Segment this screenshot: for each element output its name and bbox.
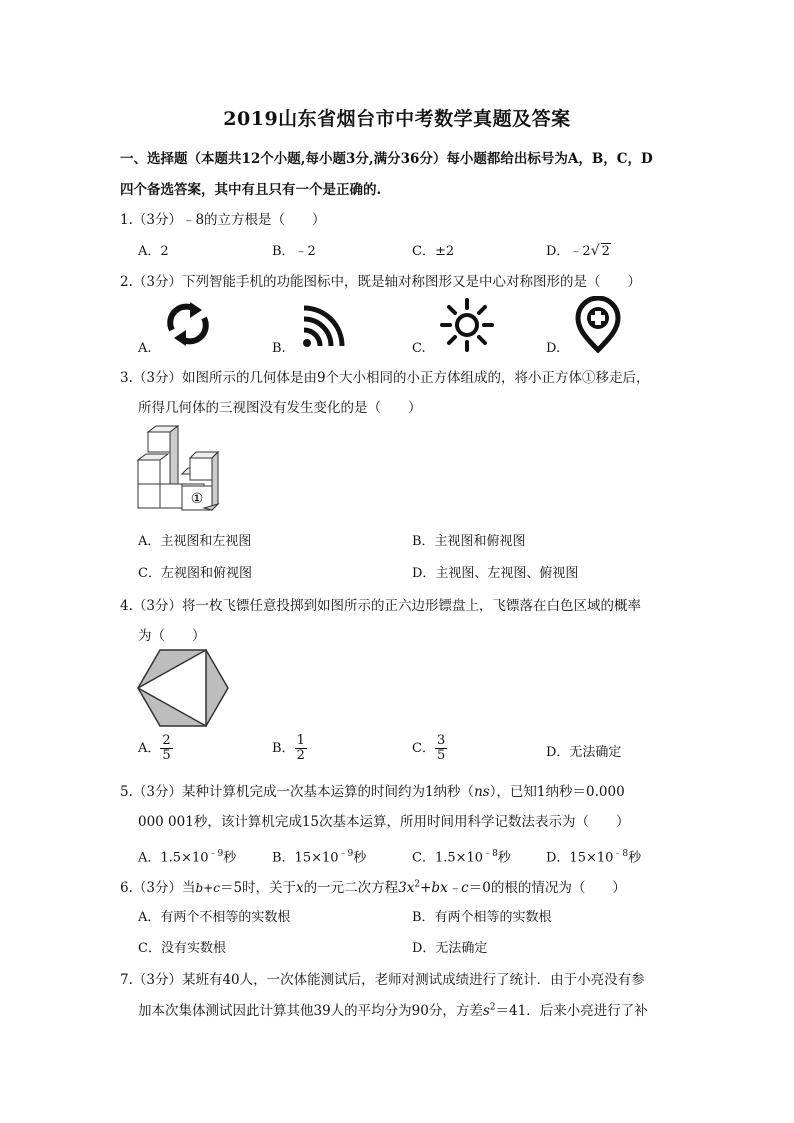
q1-option-b: B．﹣2 (272, 244, 316, 259)
q2-option-c: C. (412, 341, 426, 356)
q7-line2-part2: ＝41．后来小亮进行了补 (495, 1003, 648, 1019)
section-heading-line2: 四个备选答案，其中有且只有一个是正确的. (120, 182, 382, 198)
sun-icon (440, 298, 494, 352)
q5-b-unit: 秒 (353, 850, 367, 866)
q1-option-d: D．﹣2√ 2 (546, 243, 610, 259)
q6-equation-part1: 3x (398, 880, 415, 896)
q2-option-a: A. (138, 341, 152, 356)
q4-option-b-label: B． (272, 741, 295, 756)
q3-option-b: B．主视图和俯视图 (412, 534, 526, 549)
q5-stem-line1 (120, 780, 625, 800)
q4-option-c-fraction (435, 734, 447, 763)
q5-a-exponent: ﹣9 (208, 849, 224, 859)
q4-stem-line1: 4.（3分）将一枚飞镖任意投掷到如图所示的正六边形镖盘上，飞镖落在白色区域的概率 (120, 598, 641, 614)
q1-option-a: A．2 (138, 244, 169, 259)
q6-option-b: B．有两个相等的实数根 (412, 910, 552, 925)
q5-c-unit: 秒 (497, 850, 511, 866)
section-heading-line1: 一、选择题（本题共12个小题,每小题3分,满分36分）每小题都给出标号为A，B，C，D (120, 151, 653, 167)
q6-condition: b+c (195, 881, 220, 895)
q5-option-c (412, 846, 511, 865)
q7-variance-symbol: s (482, 1003, 490, 1019)
q6-stem-part1: 6.（3分）当 (120, 880, 196, 896)
q4-option-a-label: A． (138, 741, 161, 756)
q6-stem-part2: ＝5时，关于 (219, 880, 297, 896)
q4-option-a (138, 734, 173, 763)
location-plus-icon (574, 296, 622, 354)
cube-marker-label: ① (190, 491, 204, 507)
q3-option-a: A．主视图和左视图 (138, 534, 252, 549)
q5-option-b (272, 846, 366, 865)
q5-b-exponent: ﹣9 (338, 849, 354, 859)
q5-stem-part2: ），已知1纳秒＝0.000 (489, 784, 625, 800)
q5-d-unit: 秒 (628, 850, 642, 866)
q4-a-numerator: 2 (162, 733, 171, 748)
q6-equation-part2: +bx﹣c (420, 880, 469, 896)
q5-b-base: B．15×10 (272, 850, 339, 866)
q5-a-base: A．1.5×10 (138, 850, 209, 866)
q6-variable: x (296, 880, 304, 896)
q7-variance-exponent: 2 (489, 1002, 496, 1013)
q4-b-numerator: 1 (296, 733, 305, 748)
q4-option-c-label: C． (412, 741, 435, 756)
q3-stem-line1: 3.（3分）如图所示的几何体是由9个大小相同的小正方体组成的，将小正方体①移走后， (120, 370, 650, 386)
q6-stem-part3: 的一元二次方程 (303, 880, 399, 896)
q6-option-c: C．没有实数根 (138, 941, 226, 956)
q5-unit-ns: ns (474, 784, 490, 800)
q6-stem-part4: ＝0的根的情况为（ ） (468, 880, 626, 896)
q2-option-d: D. (546, 341, 561, 356)
q4-option-d: D．无法确定 (546, 745, 622, 760)
q6-option-d: D．无法确定 (412, 941, 488, 956)
q5-option-d (546, 846, 641, 865)
q4-c-denominator: 5 (436, 748, 446, 763)
q4-option-b (272, 734, 307, 763)
q7-stem-line2 (138, 999, 648, 1019)
cube-stack-figure (136, 424, 228, 514)
q5-stem-part1: 5.（3分）某种计算机完成一次基本运算的时间约为1纳秒（ (120, 784, 475, 800)
hexagon-dartboard (136, 648, 230, 728)
q4-stem-line2: 为（ ） (138, 628, 206, 644)
q3-stem-line2: 所得几何体的三视图没有发生变化的是（ ） (138, 400, 422, 416)
q4-option-a-fraction (160, 734, 172, 763)
q4-c-numerator: 3 (436, 733, 446, 748)
q6-option-a: A．有两个不相等的实数根 (138, 910, 291, 925)
q1-option-c: C．±2 (412, 244, 455, 259)
wifi-signal-icon (298, 300, 350, 350)
q5-c-base: C．1.5×10 (412, 850, 484, 866)
q1-option-d-radicand: 2 (601, 244, 610, 259)
q3-option-c: C．左视图和俯视图 (138, 566, 252, 581)
q5-option-a (138, 846, 236, 865)
q2-stem: 2.（3分）下列智能手机的功能图标中，既是轴对称图形又是中心对称图形的是（ ） (120, 274, 641, 290)
refresh-icon (160, 298, 216, 350)
q4-option-b-fraction (295, 734, 307, 763)
page-title: 2019山东省烟台市中考数学真题及答案 (223, 108, 571, 130)
q5-stem-line2: 000 001秒，该计算机完成15次基本运算，所用时间用科学记数法表示为（ ） (138, 814, 630, 830)
q1-stem: 1.（3分）﹣8的立方根是（ ） (120, 212, 326, 228)
q6-equation-exponent: 2 (414, 879, 421, 890)
q7-line2-part1: 加本次集体测试因此计算其他39人的平均分为90分，方差 (138, 1003, 483, 1019)
q6-stem (120, 876, 626, 896)
q2-option-b: B. (272, 341, 286, 356)
q3-option-d: D．主视图、左视图、俯视图 (412, 566, 579, 581)
q4-b-denominator: 2 (296, 748, 305, 763)
q4-a-denominator: 5 (162, 748, 171, 763)
q5-d-exponent: ﹣8 (613, 849, 629, 859)
q1-option-d-prefix: D．﹣2 (546, 244, 591, 259)
q5-c-exponent: ﹣8 (483, 849, 498, 859)
q7-stem-line1: 7.（3分）某班有40人，一次体能测试后，老师对测试成绩进行了统计．由于小亮没有参 (120, 972, 645, 988)
q5-d-base: D．15×10 (546, 850, 614, 866)
q4-option-c (412, 734, 447, 763)
q5-a-unit: 秒 (223, 850, 237, 866)
